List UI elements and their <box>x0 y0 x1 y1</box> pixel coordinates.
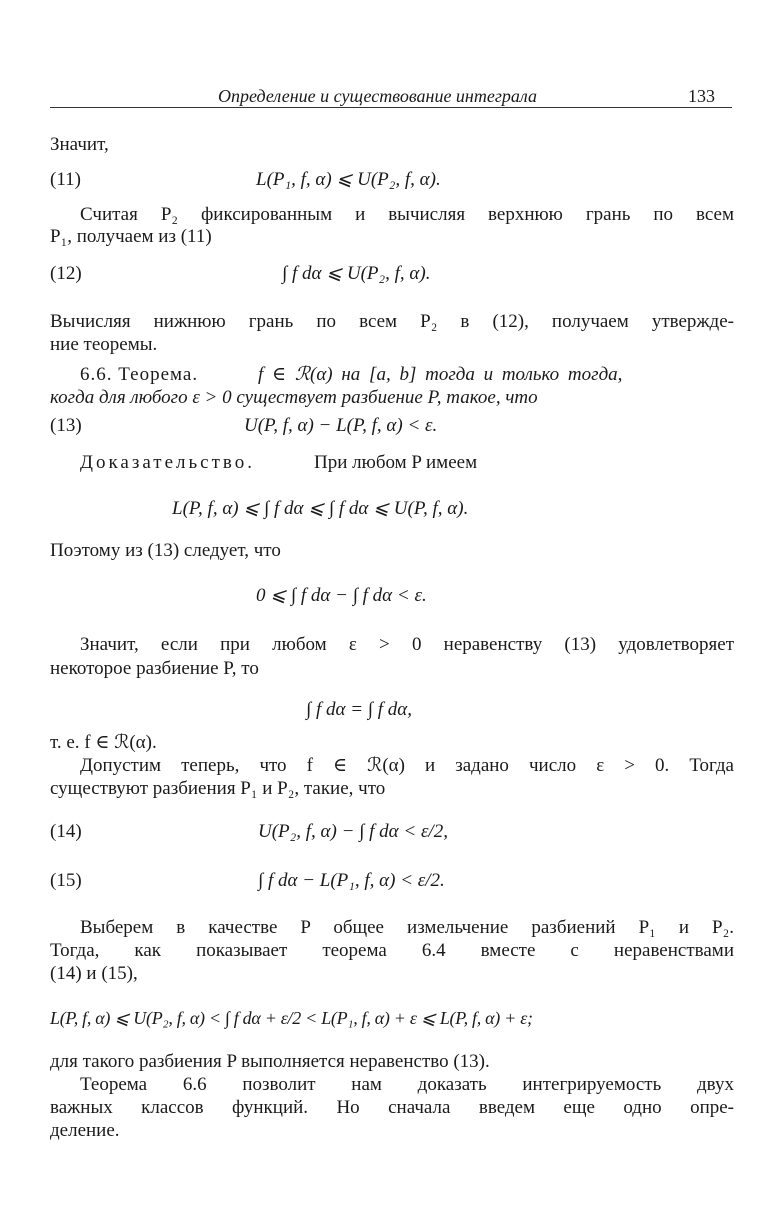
equation-number: (15) <box>50 870 82 891</box>
equation-number: (13) <box>50 415 82 436</box>
text-line: важных классов функций. Но сначала введем еще одно опре- <box>50 1097 734 1118</box>
text-line: Значит, <box>50 134 109 155</box>
text-line: для такого разбиения P выполняется неравенство (13). <box>50 1051 490 1072</box>
equation: L(P, f, α) ⩽ U(P₂, f, α) < ∫ f dα + ε/2 < L(P₁, f, α) + ε ⩽ L(P, f, α) + ε; <box>50 1008 533 1028</box>
text-line: Поэтому из (13) следует, что <box>50 540 281 561</box>
equation-number: (12) <box>50 263 82 284</box>
text-line: некоторое разбиение P, то <box>50 658 259 679</box>
proof-label: Доказательство. <box>80 452 255 473</box>
text-line: Вычисляя нижнюю грань по всем P₂ в (12), получаем утвержде- <box>50 311 734 332</box>
text-line: существуют разбиения P₁ и P₂, такие, что <box>50 778 386 799</box>
equation: U(P, f, α) − L(P, f, α) < ε. <box>244 415 438 436</box>
equation: 0 ⩽ ∫ f dα − ∫ f dα < ε. <box>256 585 427 606</box>
text-line: При любом P имеем <box>314 452 478 473</box>
equation: L(P, f, α) ⩽ ∫ f dα ⩽ ∫ f dα ⩽ U(P, f, α). <box>172 498 469 519</box>
text-line: Допустим теперь, что f ∈ ℛ(α) и задано число ε > 0. Тогда <box>80 755 734 776</box>
equation-number: (11) <box>50 169 81 190</box>
page-number: 133 <box>688 86 715 106</box>
equation: ∫ f dα − L(P₁, f, α) < ε/2. <box>258 870 445 891</box>
text-line: (14) и (15), <box>50 963 138 984</box>
text-line: т. е. f ∈ ℛ(α). <box>50 732 157 753</box>
text-line: ние теоремы. <box>50 334 158 355</box>
text-line: Считая P₂ фиксированным и вычисляя верхнюю грань по всем <box>80 204 734 225</box>
text-line: Теорема 6.6 позволит нам доказать интегрируемость двух <box>80 1074 734 1095</box>
text-line: Тогда, как показывает теорема 6.4 вместе с неравенствами <box>50 940 734 961</box>
theorem-text: когда для любого ε > 0 существует разбиение P, такое, что <box>50 387 538 408</box>
equation: U(P₂, f, α) − ∫ f dα < ε/2, <box>258 821 448 842</box>
equation: L(P₁, f, α) ⩽ U(P₂, f, α). <box>256 169 441 190</box>
theorem-text: f ∈ ℛ(α) на [a, b] тогда и только тогда, <box>258 364 623 385</box>
equation-number: (14) <box>50 821 82 842</box>
theorem-label: 6.6. Теорема. <box>80 364 199 385</box>
text-line: Выберем в качестве P общее измельчение разбиений P₁ и P₂. <box>80 917 734 938</box>
equation: ∫ f dα ⩽ U(P₂, f, α). <box>282 263 431 284</box>
equation: ∫ f dα = ∫ f dα, <box>306 699 412 720</box>
running-title: Определение и существование интеграла <box>218 86 537 106</box>
text-line: Значит, если при любом ε > 0 неравенству (13) удовлетворяет <box>80 634 734 655</box>
header-rule <box>50 107 732 108</box>
text-line: P₁, получаем из (11) <box>50 226 212 247</box>
text-line: деление. <box>50 1120 120 1141</box>
